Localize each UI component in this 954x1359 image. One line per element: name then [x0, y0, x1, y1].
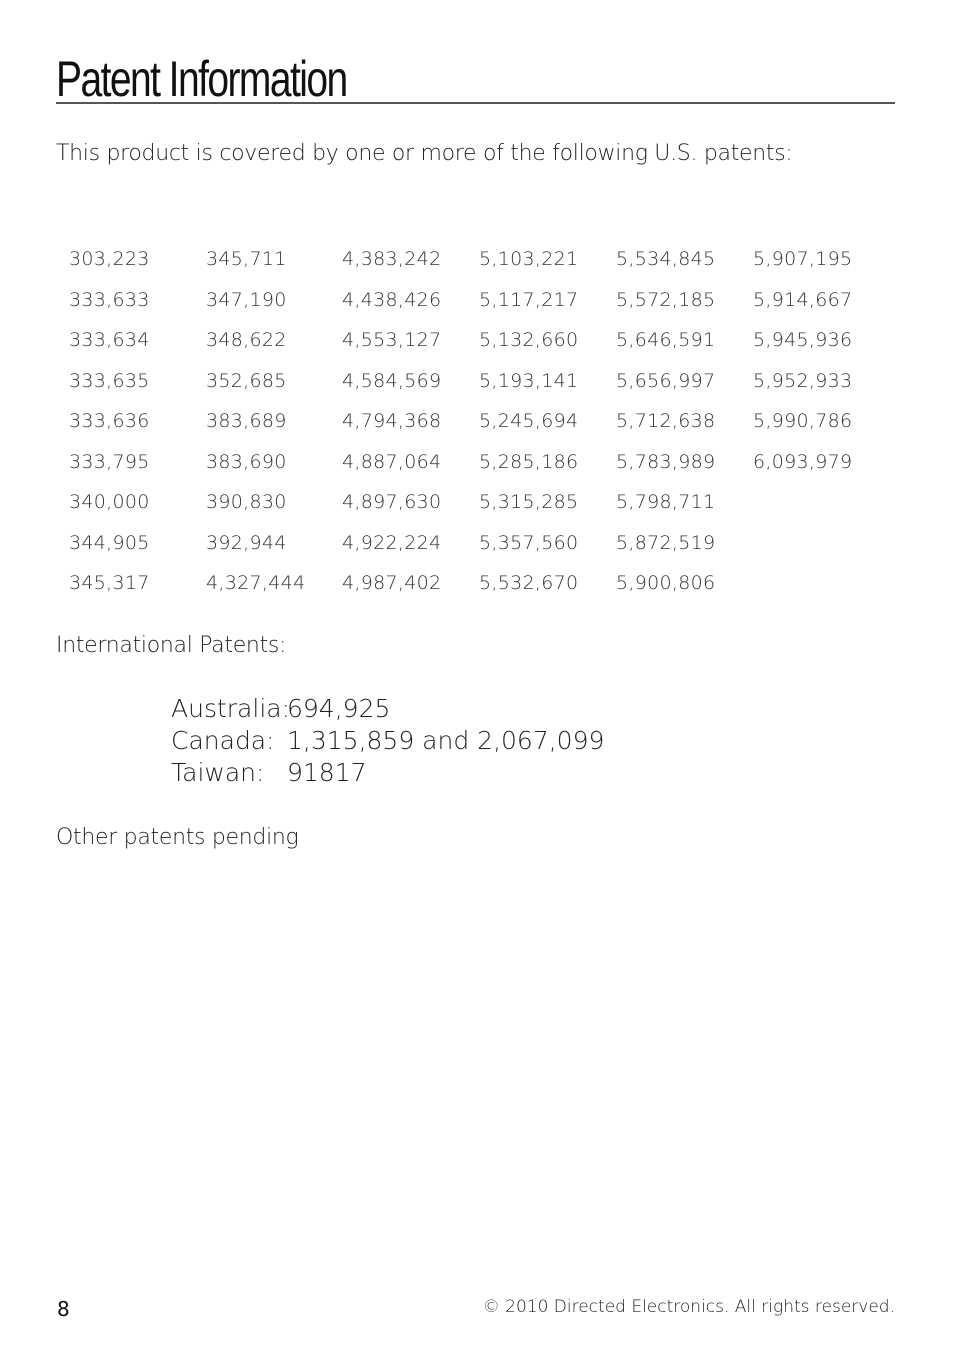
patent-number: 352,685 — [206, 369, 287, 392]
intro-text: This product is covered by one or more of the following U.S. patents: — [56, 141, 793, 166]
patent-row — [69, 410, 889, 451]
patent-numbers: 1,315,859 and 2,067,099 — [287, 726, 605, 755]
patent-number: 5,990,786 — [753, 410, 853, 432]
patent-row — [69, 532, 889, 573]
patent-row — [69, 370, 889, 411]
patent-number: 348,622 — [206, 329, 287, 351]
patent-number: 5,572,185 — [616, 288, 716, 311]
us-patent-table — [69, 248, 889, 613]
patent-number: 5,132,660 — [479, 329, 579, 351]
patent-number: 5,285,186 — [479, 450, 579, 473]
patent-number: 303,223 — [69, 248, 150, 270]
patent-number: 5,900,806 — [616, 572, 716, 594]
patent-row — [69, 329, 889, 370]
patent-number: 5,872,519 — [616, 531, 716, 554]
patent-number: 4,794,368 — [342, 410, 442, 432]
patent-number: 4,327,444 — [206, 572, 306, 594]
patent-numbers: 694,925 — [287, 694, 391, 723]
country-label: Taiwan: — [171, 758, 265, 787]
patent-number: 5,952,933 — [753, 369, 853, 392]
patent-number: 333,795 — [69, 450, 150, 473]
patent-number: 5,712,638 — [616, 410, 716, 432]
page-title: Patent Information — [56, 51, 347, 107]
patent-number: 333,634 — [69, 329, 150, 351]
patent-row — [69, 572, 889, 613]
patent-number: 5,117,217 — [479, 288, 579, 311]
patent-row — [69, 248, 889, 289]
patent-number: 4,922,224 — [342, 531, 442, 554]
patent-number: 4,584,569 — [342, 369, 442, 392]
patent-number: 5,103,221 — [479, 248, 579, 270]
patent-number: 5,193,141 — [479, 369, 579, 392]
patent-number: 5,315,285 — [479, 491, 579, 513]
patent-number: 5,914,667 — [753, 288, 853, 311]
patent-number: 6,093,979 — [753, 450, 853, 473]
patent-number: 5,798,711 — [616, 491, 716, 513]
patent-number: 333,633 — [69, 288, 150, 311]
patent-number: 344,905 — [69, 531, 150, 554]
patent-number: 4,553,127 — [342, 329, 442, 351]
patent-number: 5,783,989 — [616, 450, 716, 473]
patent-number: 4,897,630 — [342, 491, 442, 513]
copyright-notice: © 2010 Directed Electronics. All rights reserved. — [482, 1297, 895, 1317]
patent-number: 392,944 — [206, 531, 287, 554]
patent-number: 383,689 — [206, 410, 287, 432]
patent-row — [69, 289, 889, 330]
patent-number: 347,190 — [206, 288, 287, 311]
patent-number: 5,534,845 — [616, 248, 716, 270]
patent-number: 4,438,426 — [342, 288, 442, 311]
patent-row — [69, 491, 889, 532]
patent-number: 4,383,242 — [342, 248, 442, 270]
patent-number: 345,317 — [69, 572, 150, 594]
patent-number: 5,245,694 — [479, 410, 579, 432]
country-label: Canada: — [171, 726, 275, 755]
patent-number: 5,532,670 — [479, 572, 579, 594]
patent-number: 4,887,064 — [342, 450, 442, 473]
patent-row — [69, 451, 889, 492]
patent-numbers: 91817 — [287, 758, 367, 787]
patent-number: 333,635 — [69, 369, 150, 392]
patent-number: 333,636 — [69, 410, 150, 432]
patent-number: 4,987,402 — [342, 572, 442, 594]
pending-note: Other patents pending — [56, 825, 299, 850]
patent-number: 390,830 — [206, 491, 287, 513]
patent-number: 383,690 — [206, 450, 287, 473]
patent-number: 345,711 — [206, 248, 287, 270]
country-label: Australia: — [171, 694, 291, 723]
patent-number: 5,945,936 — [753, 329, 853, 351]
page-number: 8 — [57, 1297, 70, 1321]
patent-number: 5,646,591 — [616, 329, 716, 351]
title-bar — [56, 51, 895, 107]
patent-number: 5,907,195 — [753, 248, 853, 270]
international-heading: International Patents: — [56, 633, 287, 658]
patent-number: 5,357,560 — [479, 531, 579, 554]
patent-number: 5,656,997 — [616, 369, 716, 392]
patent-number: 340,000 — [69, 491, 150, 513]
